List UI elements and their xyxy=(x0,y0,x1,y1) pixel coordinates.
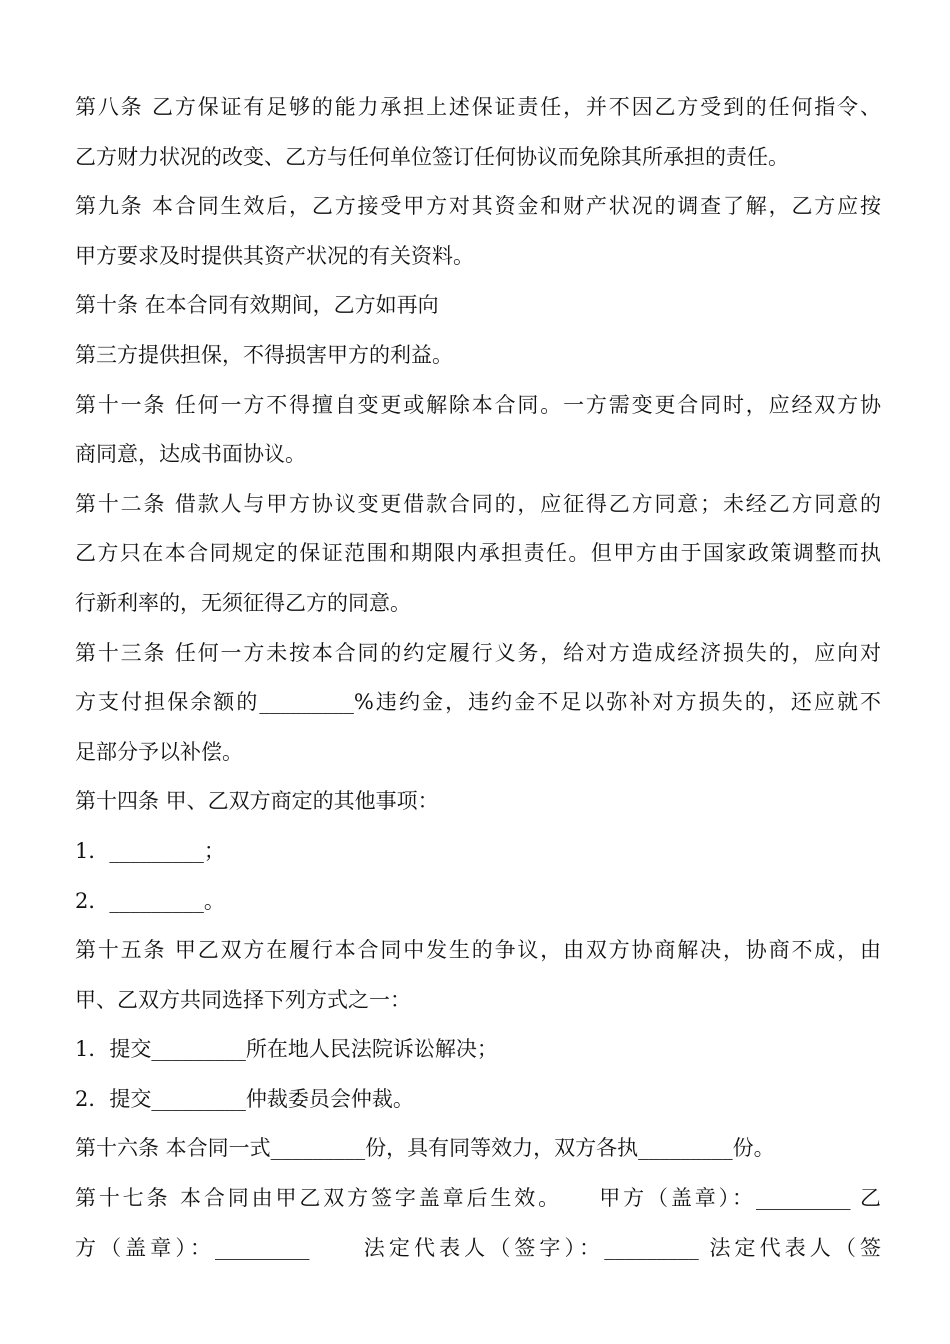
clause-15-line-2: 甲、乙双方共同选择下列方式之一： xyxy=(75,987,411,1012)
contract-document xyxy=(75,83,881,1273)
clause-11-line-2: 商同意，达成书面协议。 xyxy=(75,442,306,467)
clause-17-line-1: 第十七条 本合同由甲乙双方签字盖章后生效。 甲方（盖章）：_________ 乙 xyxy=(75,1186,881,1211)
clause-8-line-2: 乙方财力状况的改变、乙方与任何单位签订任何协议而免除其所承担的责任。 xyxy=(75,144,789,169)
clause-12-line-1: 第十二条 借款人与甲方协议变更借款合同的，应征得乙方同意；未经乙方同意的 xyxy=(75,491,881,516)
clause-13-line-1: 第十三条 任何一方未按本合同的约定履行义务，给对方造成经济损失的，应向对 xyxy=(75,640,881,665)
clause-12-line-2: 乙方只在本合同规定的保证范围和期限内承担责任。但甲方由于国家政策调整而执 xyxy=(75,541,881,566)
clause-10-line-1: 第十条 在本合同有效期间，乙方如再向 xyxy=(75,293,439,318)
clause-15-item-2: 2．提交_________仲裁委员会仲裁。 xyxy=(75,1086,414,1111)
clause-15-item-1: 1．提交_________所在地人民法院诉讼解决； xyxy=(75,1037,498,1062)
clause-9-line-1: 第九条 本合同生效后，乙方接受甲方对其资金和财产状况的调查了解，乙方应按 xyxy=(75,194,881,219)
clause-14-line-1: 第十四条 甲、乙双方商定的其他事项： xyxy=(75,789,439,814)
clause-13-line-3: 足部分予以补偿。 xyxy=(75,739,243,764)
clause-9-line-2: 甲方要求及时提供其资产状况的有关资料。 xyxy=(75,243,474,268)
clause-14-item-2: 2．_________。 xyxy=(75,888,225,913)
clause-17-line-2: 方（盖章）：_________ 法定代表人（签字）：_________ 法定代表人（签 xyxy=(75,1235,881,1260)
clause-16-line-1: 第十六条 本合同一式_________份，具有同等效力，双方各执_________份。 xyxy=(75,1136,775,1161)
clause-11-line-1: 第十一条 任何一方不得擅自变更或解除本合同。一方需变更合同时，应经双方协 xyxy=(75,392,881,417)
clause-10-line-2: 第三方提供担保，不得损害甲方的利益。 xyxy=(75,342,453,367)
clause-15-line-1: 第十五条 甲乙双方在履行本合同中发生的争议，由双方协商解决，协商不成，由 xyxy=(75,938,881,963)
clause-8-line-1: 第八条 乙方保证有足够的能力承担上述保证责任，并不因乙方受到的任何指令、 xyxy=(75,95,881,119)
clause-13-line-2: 方支付担保余额的_________%违约金，违约金不足以弥补对方损失的，还应就不 xyxy=(75,690,881,715)
clause-12-line-3: 行新利率的，无须征得乙方的同意。 xyxy=(75,590,411,615)
clause-14-item-1: 1．_________； xyxy=(75,838,225,863)
